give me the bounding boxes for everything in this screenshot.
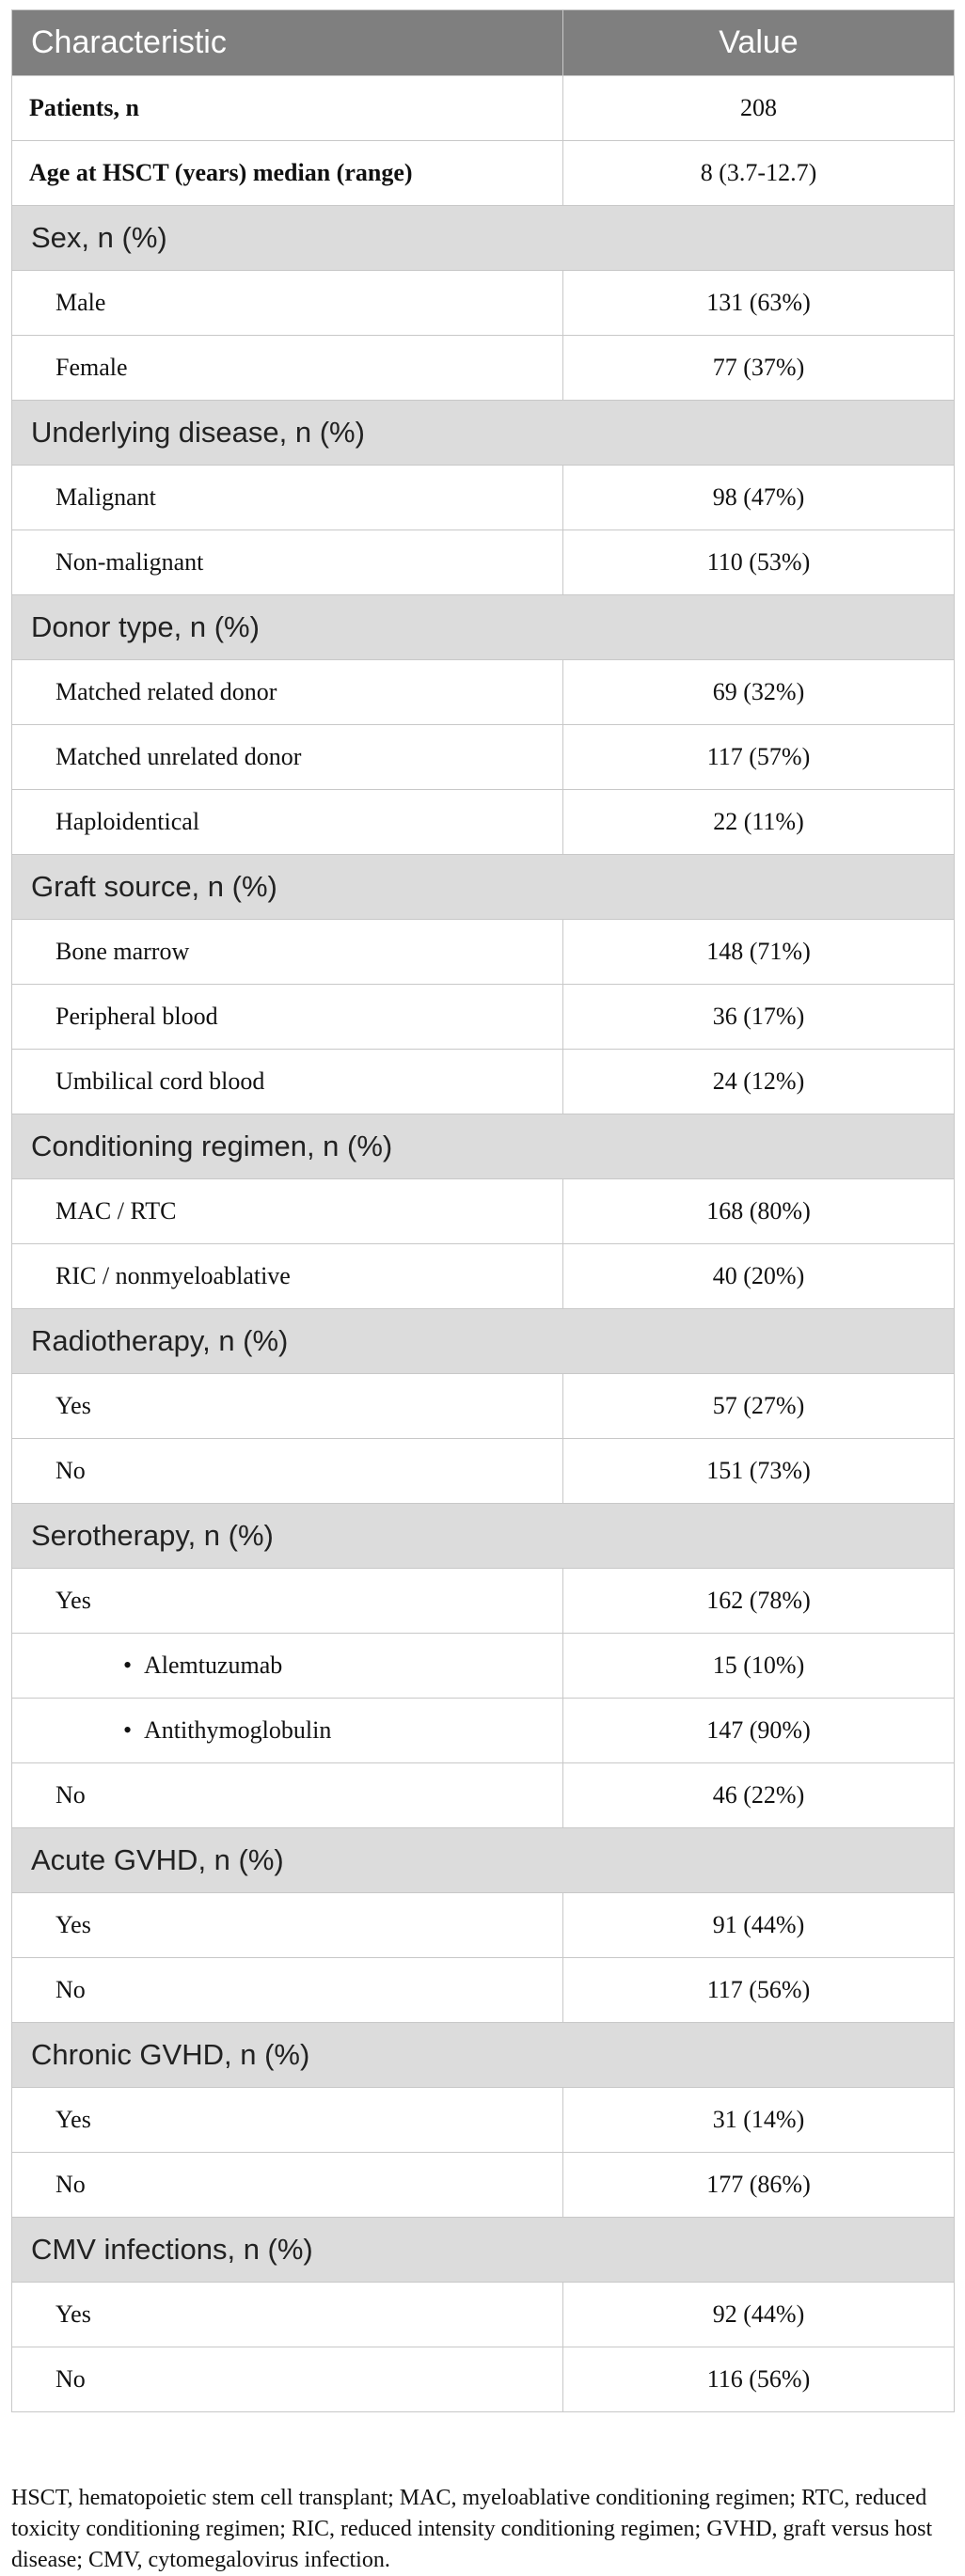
row-label: Non-malignant [55,548,204,576]
section-title: Acute GVHD, n (%) [12,1828,955,1893]
table-row [12,1958,955,2023]
row-label-cell [12,2347,563,2412]
row-value: 162 (78%) [563,1569,955,1634]
table-row [12,660,955,725]
row-value: 117 (57%) [563,725,955,790]
row-value: 168 (80%) [563,1179,955,1244]
bullet-icon: • [123,1716,133,1744]
table-row [12,530,955,595]
row-label: Patients, n [29,94,139,121]
table-row [12,1439,955,1504]
row-value: 40 (20%) [563,1244,955,1309]
row-value: 92 (44%) [563,2283,955,2347]
row-label: Bone marrow [55,938,190,965]
row-value: 69 (32%) [563,660,955,725]
row-label: Umbilical cord blood [55,1067,265,1095]
section-title: Graft source, n (%) [12,855,955,920]
section-header-row [12,1504,955,1569]
table-header-row [12,10,955,76]
table-row [12,1050,955,1114]
table-row [12,2347,955,2412]
section-header-row [12,2023,955,2088]
row-label: Antithymoglobulin [144,1716,332,1744]
row-label: Age at HSCT (years) median (range) [29,159,413,186]
section-header-row [12,595,955,660]
row-label-cell [12,985,563,1050]
table-row [12,1893,955,1958]
table-row [12,985,955,1050]
row-value: 151 (73%) [563,1439,955,1504]
row-value: 24 (12%) [563,1050,955,1114]
row-value: 8 (3.7-12.7) [563,141,955,206]
row-label-cell [12,1893,563,1958]
table-row [12,466,955,530]
row-value: 77 (37%) [563,336,955,401]
table-row [12,1699,955,1763]
row-value: 98 (47%) [563,466,955,530]
row-value: 117 (56%) [563,1958,955,2023]
row-label: Haploidentical [55,808,200,835]
table-row [12,2153,955,2218]
section-header-row [12,1114,955,1179]
row-label: No [55,2365,86,2393]
table-row [12,2088,955,2153]
section-title: Conditioning regimen, n (%) [12,1114,955,1179]
row-label-cell [12,790,563,855]
row-value: 31 (14%) [563,2088,955,2153]
row-label-cell [12,1958,563,2023]
header-characteristic: Characteristic [12,10,563,76]
row-value: 110 (53%) [563,530,955,595]
table-row [12,271,955,336]
row-label-cell [12,336,563,401]
row-label: RIC / nonmyeloablative [55,1262,291,1289]
section-title: Sex, n (%) [12,206,955,271]
row-label: No [55,1457,86,1484]
row-label: No [55,1976,86,2003]
row-label: Yes [55,1911,91,1938]
row-label: Male [55,289,106,316]
row-label: Yes [55,1392,91,1419]
table-row [12,920,955,985]
row-label-cell [12,1634,563,1699]
row-label-cell [12,1763,563,1828]
row-value: 116 (56%) [563,2347,955,2412]
row-label: No [55,2171,86,2198]
table-row [12,336,955,401]
table-footnote: HSCT, hematopoietic stem cell transplant; MAC, myeloablative conditioning regimen; RTC, reduced toxicity conditioning regimen; RIC, reduced intensity conditioning regimen; GVHD, graft versus host disease; CMV, cytomegalovirus infection. [11,2486,933,2572]
row-label-cell [12,660,563,725]
row-label-cell [12,2283,563,2347]
row-label-cell [12,2088,563,2153]
row-label: Matched related donor [55,678,277,705]
row-label: Matched unrelated donor [55,743,302,770]
section-title: Serotherapy, n (%) [12,1504,955,1569]
row-label-cell [12,1179,563,1244]
section-title: Radiotherapy, n (%) [12,1309,955,1374]
table-row [12,1179,955,1244]
row-label-cell [12,1374,563,1439]
row-value: 57 (27%) [563,1374,955,1439]
row-label-cell [12,1699,563,1763]
row-label: Peripheral blood [55,1003,218,1030]
row-label-cell [12,1050,563,1114]
section-header-row [12,1828,955,1893]
characteristics-table [11,9,955,2412]
row-value: 208 [563,76,955,141]
row-label-cell [12,76,563,141]
row-label-cell [12,271,563,336]
row-label-cell [12,920,563,985]
row-value: 15 (10%) [563,1634,955,1699]
row-value: 22 (11%) [563,790,955,855]
row-value: 148 (71%) [563,920,955,985]
table-row [12,76,955,141]
table-body [12,76,955,2412]
table-row [12,1569,955,1634]
characteristics-table-container [11,9,954,2412]
row-label-cell [12,466,563,530]
section-header-row [12,206,955,271]
row-value: 46 (22%) [563,1763,955,1828]
row-label: Female [55,354,128,381]
table-row [12,790,955,855]
row-label: Yes [55,2106,91,2133]
section-header-row [12,855,955,920]
table-row [12,1244,955,1309]
row-value: 131 (63%) [563,271,955,336]
row-label: No [55,1781,86,1809]
row-label-cell [12,1569,563,1634]
row-label: Alemtuzumab [144,1651,283,1679]
section-header-row [12,401,955,466]
section-title: Chronic GVHD, n (%) [12,2023,955,2088]
row-label: Yes [55,1587,91,1614]
table-row [12,725,955,790]
row-value: 91 (44%) [563,1893,955,1958]
table-row [12,1374,955,1439]
row-label-cell [12,1439,563,1504]
row-label-cell [12,141,563,206]
row-value: 147 (90%) [563,1699,955,1763]
row-label-cell [12,530,563,595]
row-value: 177 (86%) [563,2153,955,2218]
section-title: CMV infections, n (%) [12,2218,955,2283]
section-title: Underlying disease, n (%) [12,401,955,466]
section-title: Donor type, n (%) [12,595,955,660]
row-label: MAC / RTC [55,1197,177,1225]
section-header-row [12,1309,955,1374]
header-value: Value [563,10,955,76]
row-label: Malignant [55,483,156,511]
row-label-cell [12,725,563,790]
row-value: 36 (17%) [563,985,955,1050]
row-label-cell [12,2153,563,2218]
table-row [12,1763,955,1828]
section-header-row [12,2218,955,2283]
table-row [12,2283,955,2347]
table-row [12,1634,955,1699]
row-label: Yes [55,2300,91,2328]
row-label-cell [12,1244,563,1309]
bullet-icon: • [123,1651,133,1679]
table-row [12,141,955,206]
